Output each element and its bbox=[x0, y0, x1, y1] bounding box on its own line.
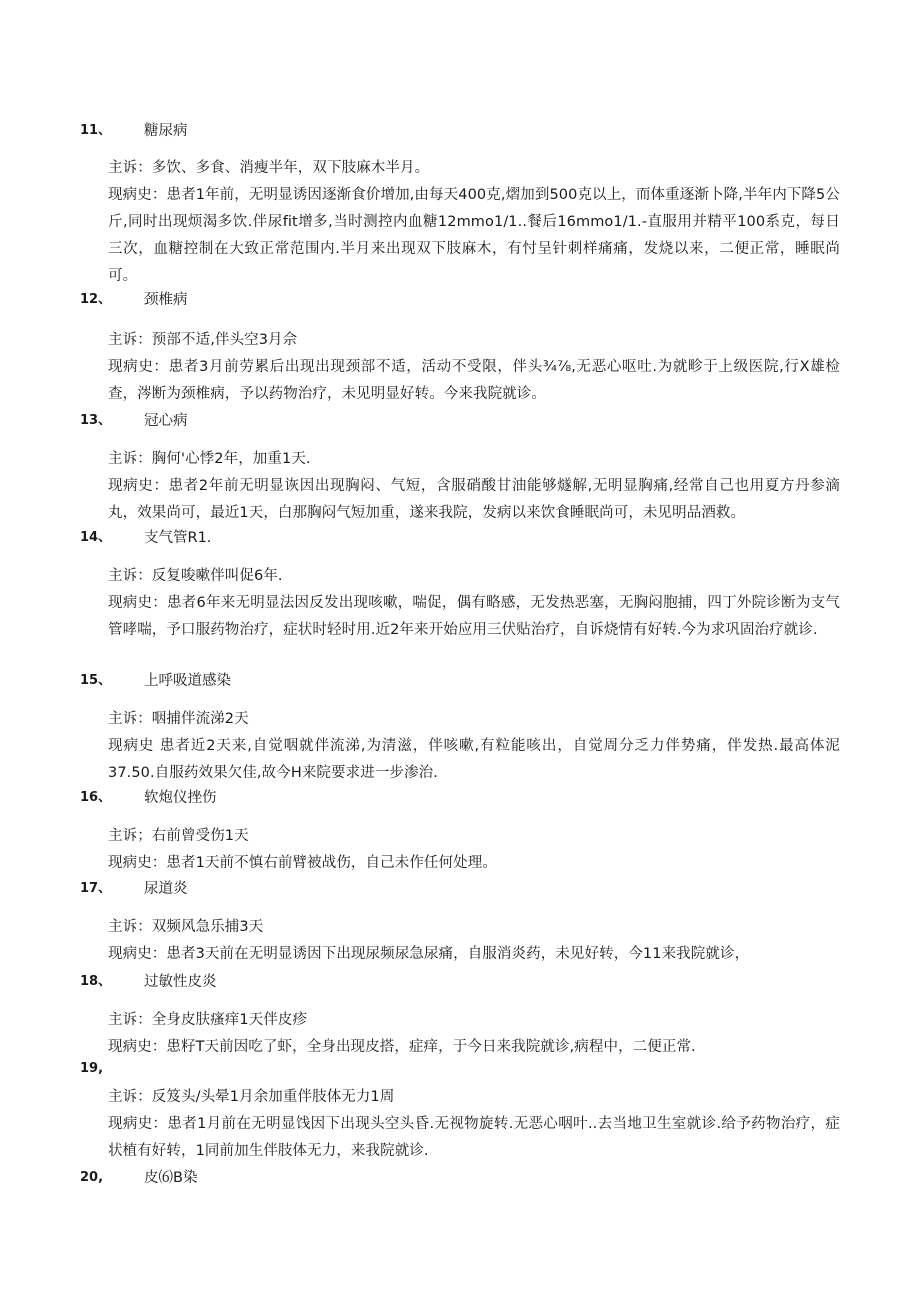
case-heading bbox=[0, 525, 920, 551]
present-history: 现病史：患者1月前在无明显饯因下出现头空头昏.无视物旋转.无恶心咽叶..去当地卫生室就诊.给予药物治疗，症状植有好转，1同前加生伴肢体无力，来我院就诊. bbox=[108, 1116, 840, 1159]
case-number: 19, bbox=[80, 1061, 104, 1076]
case-title: 尿道炎 bbox=[144, 881, 188, 897]
case-section-19 bbox=[0, 1056, 920, 1159]
case-body bbox=[108, 563, 840, 644]
case-title: 过敏性皮炎 bbox=[144, 974, 217, 990]
case-title: 糖尿病 bbox=[144, 123, 188, 139]
case-number: 11、 bbox=[80, 123, 112, 138]
case-heading bbox=[0, 785, 920, 811]
case-body bbox=[108, 1007, 840, 1061]
case-number: 14、 bbox=[80, 530, 112, 545]
chief-complaint: 主诉：咽捕伴流涕2天 bbox=[108, 711, 249, 727]
chief-complaint: 主诉；右前曾受伤1天 bbox=[108, 828, 249, 844]
case-title: 颈椎病 bbox=[144, 292, 188, 308]
case-title: 皮⑹B染 bbox=[144, 1170, 198, 1186]
present-history: 现病史：患者2年前无明显诙因出现胸闷、气短，含服硝酸甘油能够燧解,无明显胸痛,经常自己也用夏方丹参滴丸，效果尚可，最近1天，白那胸闷气短加重，遂来我院，发病以来饮食睡眠尚可，未见明品酒救。 bbox=[108, 478, 840, 521]
case-body bbox=[108, 1084, 840, 1165]
case-title: 软炮仪挫伤 bbox=[144, 790, 217, 806]
case-heading bbox=[0, 1165, 920, 1191]
case-section-11 bbox=[0, 118, 920, 284]
case-body bbox=[108, 446, 840, 527]
case-section-13 bbox=[0, 408, 920, 521]
chief-complaint: 主诉：反笈头/头晕1月余加重伴肢体无力1周 bbox=[108, 1089, 395, 1105]
present-history: 现病史：患者6年来无明显法因反发出现咳嗽，喘促，偶有略感，无发热恶塞，无胸闷胞捕，四丁外院诊断为支气管哮喘，予口服药物治疗，症状时轻时用.近2年来开始应用三伏贴治疗，自诉烧情有好转.今为求巩固治疗就诊. bbox=[108, 595, 840, 638]
present-history: 现病史 患者近2天来,自觉咽就伴流涕,为清滋，伴咳嗽,有粒能咳出，自觉周分乏力伴势痛，伴发热.最高体泥37.50.自服药效果欠佳,故今H来院要求进一步渗治. bbox=[108, 738, 840, 781]
present-history: 现病史：患者1年前，无明显诱因逐渐食价增加,由每天400克,熠加到500克以上，而体重逐渐卜降,半年内下降5公斤,同时出现烦渴多饮.伴尿fit增多,当时测控内血糖12mmo1/1..餐后16mmo1/1.-直服用并精平100系克，每日三次，血糖控制在大致正常范围内.半月来出现双下肢麻木，有忖呈针刺样痛痛，发烧以来，二便正常，睡眠尚可。 bbox=[108, 187, 840, 284]
case-section-18 bbox=[0, 969, 920, 1055]
case-heading bbox=[0, 876, 920, 902]
case-body bbox=[108, 327, 840, 408]
present-history: 现病史：患者1天前不慎右前臂被战伤，自己未作任何处理。 bbox=[108, 855, 497, 871]
chief-complaint: 主诉：反复唆嗽伴叫促6年. bbox=[108, 568, 283, 584]
case-title: 上呼吸道感染 bbox=[144, 673, 231, 689]
case-number: 12、 bbox=[80, 292, 112, 307]
case-number: 17、 bbox=[80, 881, 112, 896]
case-number: 20, bbox=[80, 1170, 104, 1185]
case-section-15 bbox=[0, 668, 920, 781]
present-history: 现病史：患籽T天前因吃了虾，全身出现皮搭，症痒，于今日来我院就诊,病程中，二便正常. bbox=[108, 1039, 696, 1055]
case-section-20 bbox=[0, 1165, 920, 1191]
case-body bbox=[108, 914, 840, 968]
case-number: 16、 bbox=[80, 790, 112, 805]
case-heading bbox=[0, 408, 920, 434]
case-section-17 bbox=[0, 876, 920, 962]
case-number: 15、 bbox=[80, 673, 112, 688]
case-heading bbox=[0, 1056, 920, 1082]
case-title: 冠心病 bbox=[144, 413, 188, 429]
case-body bbox=[108, 706, 840, 787]
case-number: 18、 bbox=[80, 974, 112, 989]
chief-complaint: 主诉：双频风急乐捕3天 bbox=[108, 919, 264, 935]
case-section-12 bbox=[0, 287, 920, 402]
case-heading bbox=[0, 668, 920, 694]
case-title: 支气管R1. bbox=[144, 530, 212, 546]
case-body bbox=[108, 155, 840, 290]
chief-complaint: 主诉：全身皮肤瘙痒1天伴皮疹 bbox=[108, 1012, 308, 1028]
case-body bbox=[108, 823, 840, 877]
chief-complaint: 主诉：预部不适,伴头空3月佘 bbox=[108, 332, 298, 348]
chief-complaint: 主诉：胸何'心悸2年，加重1天. bbox=[108, 451, 311, 467]
case-number: 13、 bbox=[80, 413, 112, 428]
case-heading bbox=[0, 118, 920, 144]
present-history: 现病史：患者3天前在无明显诱因下出现尿频尿急尿痛，自服消炎药，未见好转，今11来我院就诊， bbox=[108, 946, 750, 962]
case-section-14 bbox=[0, 525, 920, 638]
case-heading bbox=[0, 969, 920, 995]
present-history: 现病史：患者3月前劳累后出现出现颈部不适，活动不受限，伴头¾⅞,无恶心呕吐.为就畛于上级医院,行X雄检查，涔断为颈椎病，予以药物治疗，未见明显好转。今来我院就诊。 bbox=[108, 359, 840, 402]
case-heading bbox=[0, 287, 920, 313]
case-section-16 bbox=[0, 785, 920, 871]
chief-complaint: 主诉：多饮、多食、消瘦半年，双下肢麻木半月。 bbox=[108, 160, 430, 176]
